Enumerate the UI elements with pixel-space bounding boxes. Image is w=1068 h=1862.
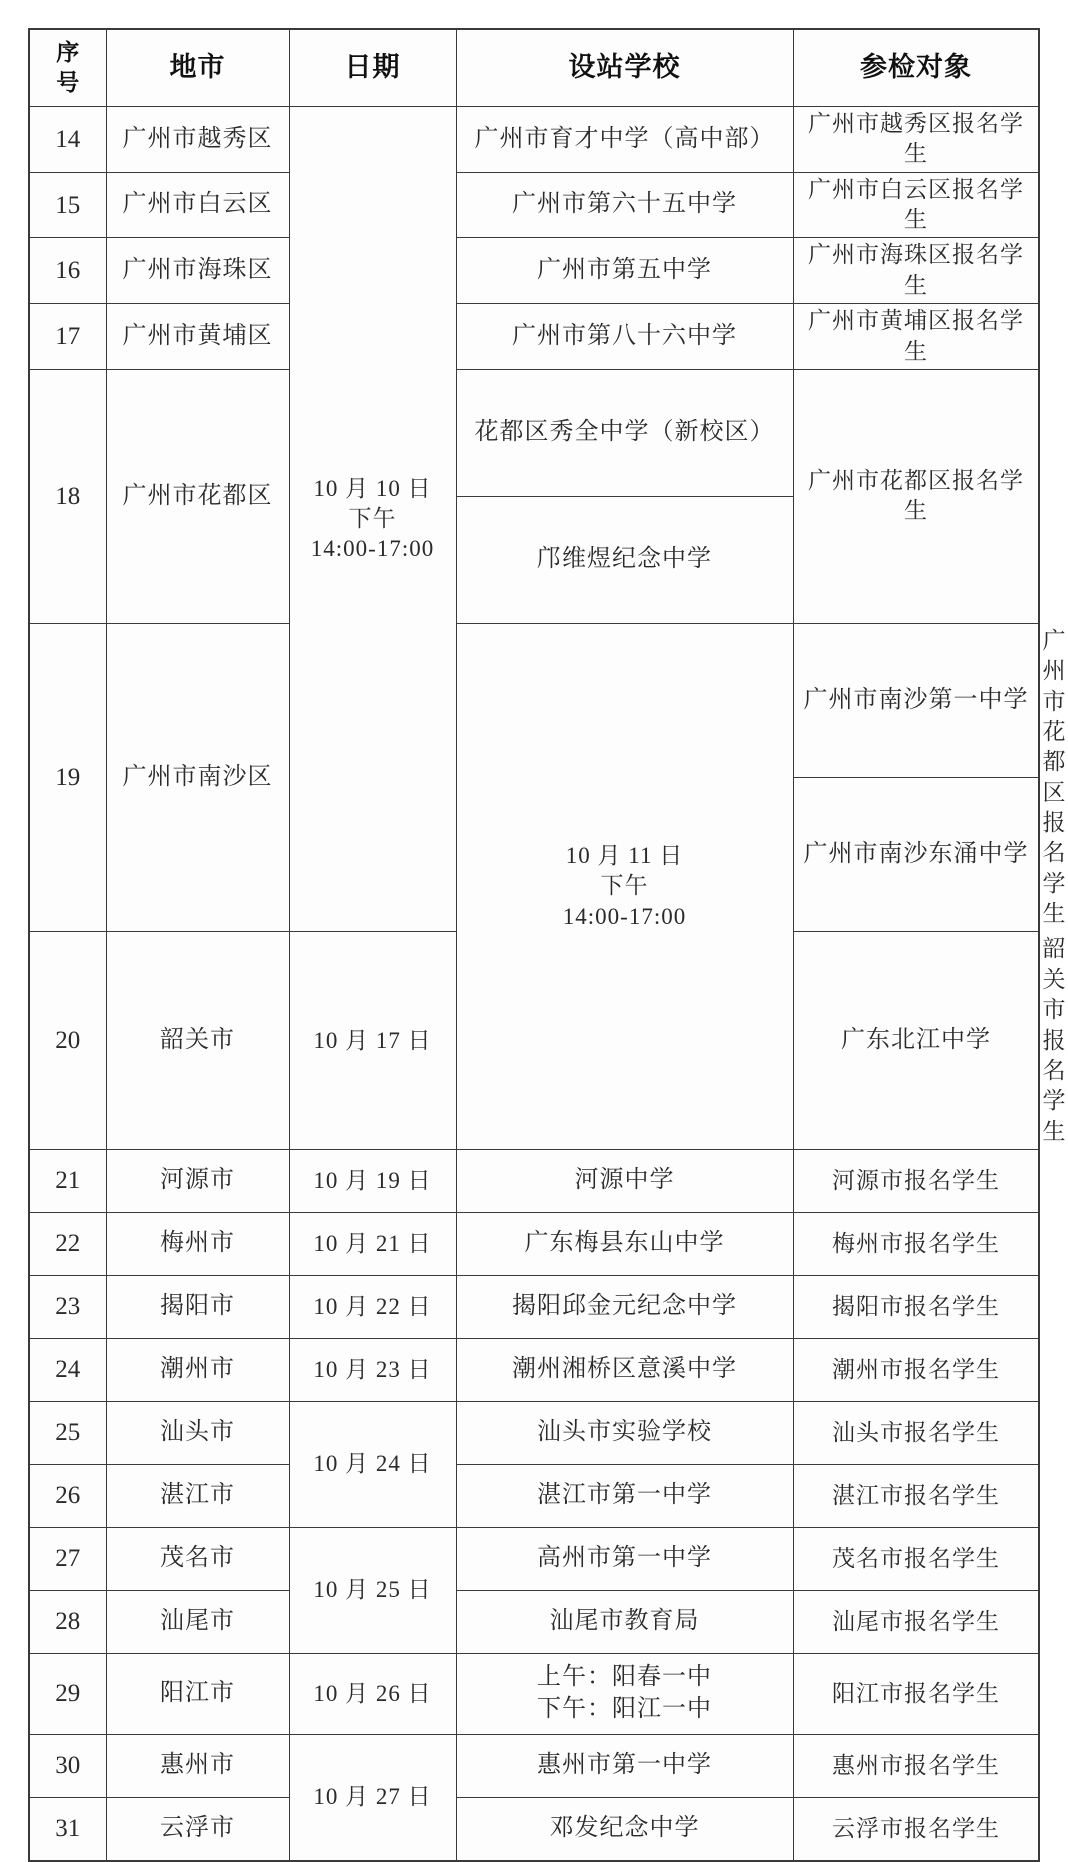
table-row: [29, 369, 1039, 496]
cell-target: 惠州市报名学生: [793, 1734, 1039, 1797]
header-row: [29, 29, 1039, 107]
cell-school: [456, 1338, 793, 1401]
cell-line: 10 月 10 日: [313, 475, 432, 501]
column-header-date: 日期: [289, 29, 456, 107]
cell-line: 下午：阳江一中: [537, 1695, 712, 1722]
cell-school: [456, 107, 793, 173]
cell-sequence: 25: [29, 1401, 106, 1464]
cell-school: [456, 1590, 793, 1653]
cell-target: 潮州市报名学生: [793, 1338, 1039, 1401]
cell-date: [289, 1149, 456, 1212]
table-row: [29, 1212, 1039, 1275]
cell-school-secondary: [456, 496, 793, 623]
table-body: [29, 107, 1067, 1861]
cell-line: 14:00-17:00: [310, 536, 435, 562]
cell-line: 10 月 27 日: [313, 1784, 432, 1810]
cell-date: [289, 1734, 456, 1861]
cell-sequence: 15: [29, 172, 106, 238]
cell-sequence: 29: [29, 1653, 106, 1734]
table-row: [29, 1590, 1039, 1653]
cell-city: 潮州市: [106, 1338, 289, 1401]
cell-date: [289, 107, 456, 932]
cell-date: [289, 1653, 456, 1734]
cell-city: 揭阳市: [106, 1275, 289, 1338]
table-row: [29, 1527, 1039, 1590]
cell-line: 广州市育才中学（高中部）: [474, 125, 775, 152]
cell-sequence: 23: [29, 1275, 106, 1338]
cell-sequence: 22: [29, 1212, 106, 1275]
cell-sequence: 30: [29, 1734, 106, 1797]
cell-school: [456, 172, 793, 238]
cell-school: [456, 1275, 793, 1338]
cell-line: 揭阳邱金元纪念中学: [512, 1293, 737, 1320]
cell-line: 下午: [348, 506, 397, 532]
cell-city: 广州市南沙区: [106, 623, 289, 932]
cell-line: 14:00-17:00: [562, 903, 687, 929]
cell-target: 广州市海珠区报名学生: [793, 238, 1039, 304]
cell-sequence: 26: [29, 1464, 106, 1527]
cell-line: 广东梅县东山中学: [524, 1230, 725, 1257]
cell-city: 广州市白云区: [106, 172, 289, 238]
cell-line: 广东北江中学: [841, 1026, 991, 1053]
cell-line: 10 月 23 日: [313, 1356, 432, 1382]
cell-city: 广州市黄埔区: [106, 304, 289, 370]
cell-school-secondary: [793, 778, 1039, 932]
cell-line: 10 月 26 日: [313, 1680, 432, 1706]
cell-date: [289, 932, 456, 1150]
column-header-city: 地市: [106, 29, 289, 107]
schedule-table: [28, 28, 1067, 1862]
cell-line: 10 月 22 日: [313, 1293, 432, 1319]
cell-line: 惠州市第一中学: [537, 1752, 712, 1779]
cell-target: 云浮市报名学生: [793, 1797, 1039, 1861]
table-row: [29, 238, 1039, 304]
column-header-school: 设站学校: [456, 29, 793, 107]
column-header-seq-line1: 序: [56, 39, 80, 66]
table-row: 20 韶关市 10 月 17 日 广东北江中学 韶关市报名学生: [29, 932, 1039, 1150]
cell-target: 河源市报名学生: [793, 1149, 1039, 1212]
cell-sequence: 18: [29, 369, 106, 623]
cell-line: 10 月 25 日: [313, 1577, 432, 1603]
cell-sequence: 28: [29, 1590, 106, 1653]
cell-line: 上午：阳春一中: [537, 1664, 712, 1691]
cell-line: 邓发纪念中学: [549, 1815, 700, 1842]
cell-school: [793, 932, 1039, 1150]
cell-sequence: 31: [29, 1797, 106, 1861]
cell-school: [456, 1401, 793, 1464]
cell-school: [456, 1212, 793, 1275]
cell-target: 揭阳市报名学生: [793, 1275, 1039, 1338]
cell-target: 梅州市报名学生: [793, 1212, 1039, 1275]
table-row: [29, 1401, 1039, 1464]
cell-school: [456, 1653, 793, 1734]
cell-line: 广州市南沙第一中学: [803, 686, 1029, 713]
cell-school: [456, 1149, 793, 1212]
cell-city: 汕尾市: [106, 1590, 289, 1653]
cell-date: [456, 623, 793, 1149]
table-row: [29, 107, 1039, 173]
cell-line: 汕尾市教育局: [549, 1608, 700, 1635]
cell-line: 高州市第一中学: [537, 1545, 712, 1572]
cell-line: 广州市第五中学: [537, 256, 712, 283]
cell-sequence: 21: [29, 1149, 106, 1212]
table-row: [29, 304, 1039, 370]
cell-target: 汕尾市报名学生: [793, 1590, 1039, 1653]
cell-line: 花都区秀全中学（新校区）: [474, 419, 775, 446]
cell-date: [289, 1338, 456, 1401]
cell-city: 汕头市: [106, 1401, 289, 1464]
cell-line: 汕头市实验学校: [537, 1419, 712, 1446]
table-row: [29, 1338, 1039, 1401]
cell-line: 广州市第六十五中学: [512, 191, 737, 218]
cell-sequence: 14: [29, 107, 106, 173]
cell-sequence: 17: [29, 304, 106, 370]
table-row: [29, 1275, 1039, 1338]
cell-school: [793, 623, 1039, 777]
cell-school: [456, 1464, 793, 1527]
table-row: [29, 1797, 1039, 1861]
cell-target: 广州市花都区报名学生: [793, 369, 1039, 623]
column-header-seq: [29, 29, 106, 107]
cell-city: 湛江市: [106, 1464, 289, 1527]
cell-date: [289, 1275, 456, 1338]
table-row: [29, 1734, 1039, 1797]
cell-line: 10 月 24 日: [313, 1451, 432, 1477]
cell-sequence: 16: [29, 238, 106, 304]
cell-line: 邝维煜纪念中学: [537, 546, 712, 573]
cell-city: 广州市越秀区: [106, 107, 289, 173]
cell-city: 惠州市: [106, 1734, 289, 1797]
cell-school: [456, 1527, 793, 1590]
cell-date: [289, 1212, 456, 1275]
cell-target: 广州市白云区报名学生: [793, 172, 1039, 238]
cell-target: 广州市黄埔区报名学生: [793, 304, 1039, 370]
column-header-target: 参检对象: [793, 29, 1039, 107]
table-row: [29, 1149, 1039, 1212]
cell-city: 韶关市: [106, 932, 289, 1150]
cell-city: 梅州市: [106, 1212, 289, 1275]
cell-line: 10 月 11 日: [565, 842, 684, 868]
cell-school: [456, 1797, 793, 1861]
cell-line: 10 月 17 日: [313, 1027, 432, 1053]
cell-line: 10 月 19 日: [313, 1167, 432, 1193]
table-row: [29, 1464, 1039, 1527]
cell-target: 湛江市报名学生: [793, 1464, 1039, 1527]
cell-city: 广州市海珠区: [106, 238, 289, 304]
cell-target: 阳江市报名学生: [793, 1653, 1039, 1734]
cell-city: 河源市: [106, 1149, 289, 1212]
cell-line: 河源中学: [574, 1167, 675, 1194]
cell-city: 茂名市: [106, 1527, 289, 1590]
cell-school: [456, 369, 793, 496]
cell-line: 湛江市第一中学: [537, 1482, 712, 1509]
cell-school: [456, 304, 793, 370]
cell-city: 云浮市: [106, 1797, 289, 1861]
cell-city: 阳江市: [106, 1653, 289, 1734]
cell-target: 茂名市报名学生: [793, 1527, 1039, 1590]
cell-target: 广州市越秀区报名学生: [793, 107, 1039, 173]
cell-line: 广州市南沙东涌中学: [803, 840, 1029, 867]
table-row: 19 广州市南沙区 10 月 11 日 下午 14:00-17:00 广州市南沙第一中学 广州市花都区报名学生: [29, 623, 1039, 777]
cell-line: 10 月 21 日: [313, 1230, 432, 1256]
cell-sequence: 24: [29, 1338, 106, 1401]
cell-date: [289, 1527, 456, 1653]
cell-line: 广州市第八十六中学: [512, 322, 737, 349]
table-row: [29, 1653, 1039, 1734]
cell-date: [289, 1401, 456, 1527]
cell-line: 潮州湘桥区意溪中学: [512, 1356, 737, 1383]
cell-school: [456, 1734, 793, 1797]
column-header-seq-line2: 号: [56, 70, 80, 96]
cell-school: [456, 238, 793, 304]
cell-sequence: 27: [29, 1527, 106, 1590]
cell-sequence: 20: [29, 932, 106, 1150]
cell-line: 下午: [600, 873, 649, 899]
cell-target: 汕头市报名学生: [793, 1401, 1039, 1464]
cell-sequence: 19: [29, 623, 106, 932]
cell-city: 广州市花都区: [106, 369, 289, 623]
table-row: [29, 172, 1039, 238]
table-header: [29, 29, 1039, 107]
